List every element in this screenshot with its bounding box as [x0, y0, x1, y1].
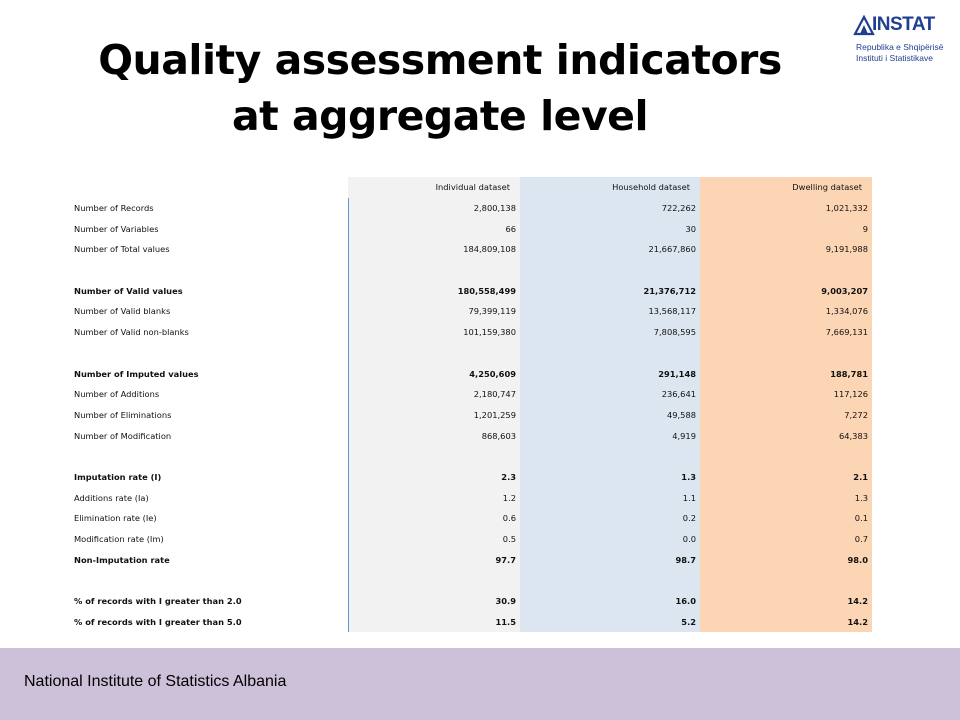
spacer-row [70, 343, 872, 364]
footer-band [0, 648, 960, 720]
quality-indicators-table [70, 177, 873, 632]
slide-title-line-2: at aggregate level [231, 92, 649, 140]
row-label: Number of Imputed values [74, 368, 199, 379]
spacer-row [70, 570, 872, 591]
household-value: 0.0 [520, 529, 700, 550]
dwelling-value: 117,126 [700, 384, 872, 405]
household-value: 0.2 [520, 508, 700, 529]
row-label: Modification rate (Im) [74, 534, 164, 545]
table-row [70, 239, 872, 260]
table-row [70, 363, 872, 384]
individual-value: 184,809,108 [348, 239, 520, 260]
household-value: 16.0 [520, 591, 700, 612]
dwelling-value: 9,191,988 [700, 239, 872, 260]
individual-value: 66 [348, 218, 520, 239]
row-label: Number of Valid non-blanks [74, 327, 189, 338]
household-value: 722,262 [520, 198, 700, 219]
household-value: 291,148 [520, 363, 700, 384]
dwelling-value: 0.7 [700, 529, 872, 550]
dwelling-value: 188,781 [700, 363, 872, 384]
table-row [70, 508, 872, 529]
household-value: 4,919 [520, 425, 700, 446]
dwelling-value: 1.3 [700, 487, 872, 508]
table-row [70, 425, 872, 446]
logo-brand: INSTAT [872, 14, 935, 35]
row-label: Number of Additions [74, 389, 160, 400]
header-individual-dataset: Individual dataset [348, 177, 520, 198]
logo-subtitle-1: Republika e Shqipërisë [856, 42, 944, 52]
household-value: 13,568,117 [520, 301, 700, 322]
household-value: 21,376,712 [520, 280, 700, 301]
row-label: Number of Total values [74, 244, 170, 255]
individual-value: 0.5 [348, 529, 520, 550]
row-label: Number of Valid blanks [74, 306, 171, 317]
household-value: 236,641 [520, 384, 700, 405]
individual-value: 30.9 [348, 591, 520, 612]
individual-value: 101,159,380 [348, 322, 520, 343]
row-label: % of records with I greater than 2.0 [74, 596, 242, 607]
individual-value: 79,399,119 [348, 301, 520, 322]
table-row [70, 591, 872, 612]
row-label: % of records with I greater than 5.0 [74, 616, 242, 627]
individual-value: 97.7 [348, 549, 520, 570]
row-label: Non-Imputation rate [74, 554, 170, 565]
dwelling-value: 1,021,332 [700, 198, 872, 219]
dwelling-value: 98.0 [700, 549, 872, 570]
dwelling-value: 7,272 [700, 405, 872, 426]
row-label: Additions rate (Ia) [74, 492, 149, 503]
table-row [70, 198, 872, 219]
slide-title [0, 32, 880, 144]
household-value: 30 [520, 218, 700, 239]
row-label: Imputation rate (I) [74, 471, 162, 482]
dwelling-value: 2.1 [700, 467, 872, 488]
household-value: 1.3 [520, 467, 700, 488]
slide-title-line-1: Quality assessment indicators [98, 36, 782, 84]
individual-value: 4,250,609 [348, 363, 520, 384]
dwelling-value: 9 [700, 218, 872, 239]
row-label: Elimination rate (Ie) [74, 513, 157, 524]
header-household-dataset: Household dataset [520, 177, 700, 198]
table-row [70, 467, 872, 488]
individual-value: 1.2 [348, 487, 520, 508]
table-row [70, 611, 872, 632]
footer-text: National Institute of Statistics Albania [24, 673, 287, 690]
table-row [70, 529, 872, 550]
row-label: Number of Variables [74, 223, 159, 234]
table-row [70, 405, 872, 426]
table-row [70, 487, 872, 508]
individual-value: 1,201,259 [348, 405, 520, 426]
header-dwelling-dataset: Dwelling dataset [700, 177, 872, 198]
row-label: Number of Modification [74, 430, 172, 441]
household-value: 7,808,595 [520, 322, 700, 343]
individual-value: 2,180,747 [348, 384, 520, 405]
dwelling-value: 1,334,076 [700, 301, 872, 322]
dwelling-value: 14.2 [700, 591, 872, 612]
household-value: 49,588 [520, 405, 700, 426]
dwelling-value: 14.2 [700, 611, 872, 632]
instat-logo [850, 14, 950, 64]
table-row [70, 549, 872, 570]
row-label: Number of Records [74, 203, 154, 214]
dwelling-value: 0.1 [700, 508, 872, 529]
table-row [70, 322, 872, 343]
spacer-row [70, 446, 872, 467]
table-row [70, 218, 872, 239]
table-row [70, 384, 872, 405]
individual-value: 2.3 [348, 467, 520, 488]
table-row [70, 280, 872, 301]
individual-value: 868,603 [348, 425, 520, 446]
household-value: 98.7 [520, 549, 700, 570]
table-header-row [70, 177, 872, 198]
dwelling-value: 64,383 [700, 425, 872, 446]
individual-value: 180,558,499 [348, 280, 520, 301]
logo-subtitle-2: Instituti i Statistikave [856, 53, 934, 63]
individual-value: 2,800,138 [348, 198, 520, 219]
row-label: Number of Valid values [74, 285, 183, 296]
household-value: 5.2 [520, 611, 700, 632]
dwelling-value: 7,669,131 [700, 322, 872, 343]
household-value: 1.1 [520, 487, 700, 508]
row-label: Number of Eliminations [74, 409, 172, 420]
spacer-row [70, 260, 872, 281]
individual-value: 0.6 [348, 508, 520, 529]
table-row [70, 301, 872, 322]
household-value: 21,667,860 [520, 239, 700, 260]
dwelling-value: 9,003,207 [700, 280, 872, 301]
header-blank [70, 177, 348, 198]
individual-value: 11.5 [348, 611, 520, 632]
